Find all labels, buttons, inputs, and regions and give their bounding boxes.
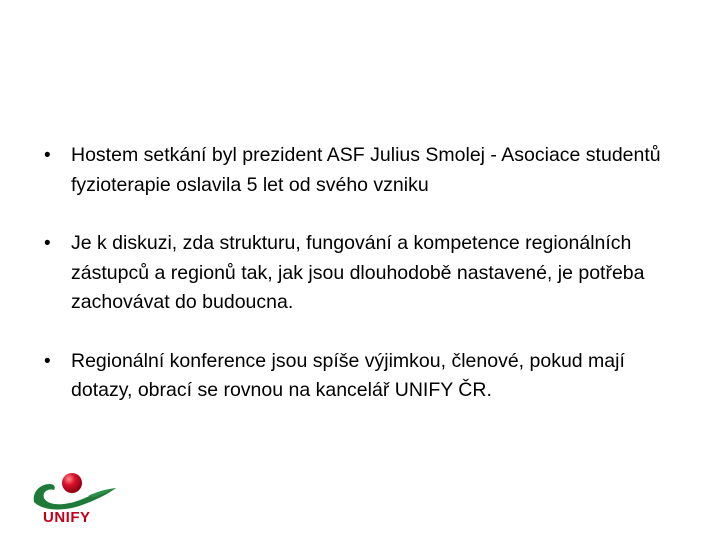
- bullet-dot-icon: •: [44, 350, 51, 372]
- bullet-text-3: Regionální konference jsou spíše výjimkou, členové, pokud mají dotazy, obrací se rovnou na kancelář UNIFY ČR.: [71, 349, 625, 401]
- bullet-text-1: Hostem setkání byl prezident ASF Julius Smolej - Asociace studentů fyzioterapie oslavila 5 let od svého vzniku: [71, 144, 661, 196]
- bullet-list: [44, 141, 684, 435]
- bullet-text-2: Je k diskuzi, zda strukturu, fungování a kompetence regionálních zástupců a regionů tak, jak jsou dlouhodobě nastavené, je potřeba zachovávat do budoucna.: [71, 232, 645, 313]
- bullet-item-3: [44, 347, 684, 406]
- logo-text: UNIFY: [43, 509, 91, 526]
- logo-ball: [62, 473, 82, 493]
- bullet-item-2: [44, 229, 684, 318]
- unify-logo: [30, 470, 120, 530]
- bullet-dot-icon: •: [44, 233, 51, 254]
- bullet-item-1: [44, 141, 684, 200]
- bullet-dot-icon: •: [44, 145, 51, 166]
